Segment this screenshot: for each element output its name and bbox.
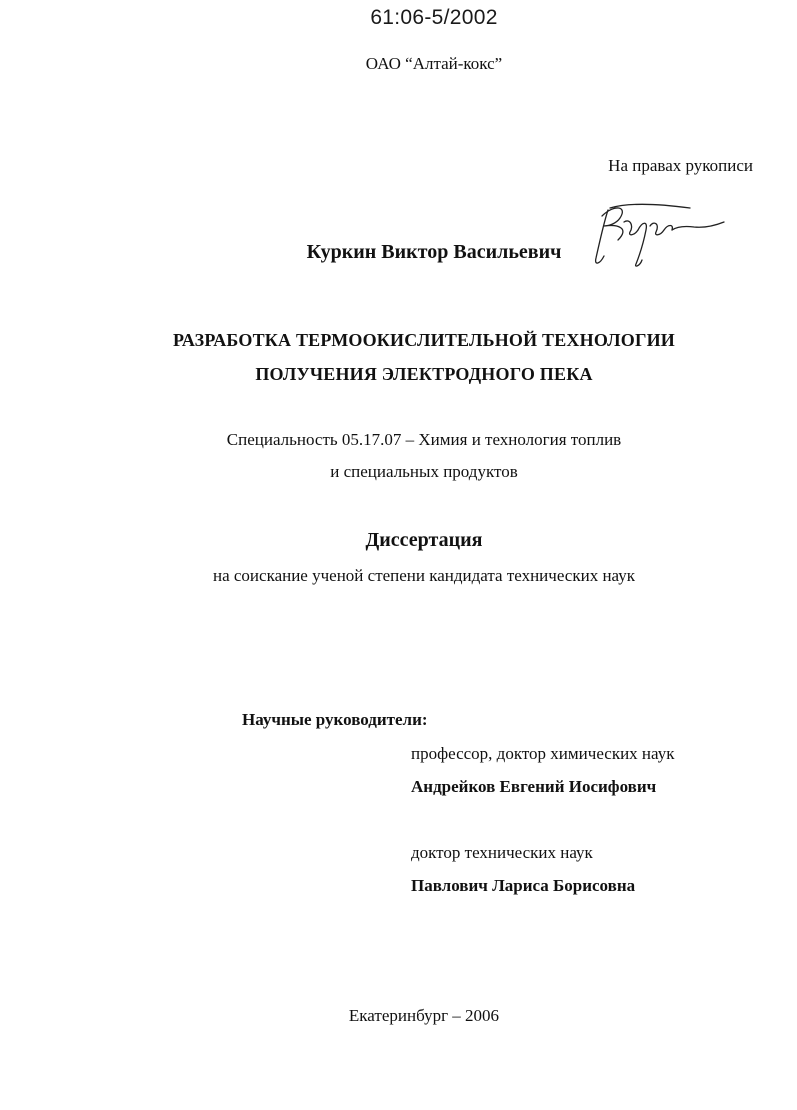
supervisors-heading: Научные руководители: [242,710,428,729]
dissertation-title-line-1: РАЗРАБОТКА ТЕРМООКИСЛИТЕЛЬНОЙ ТЕХНОЛОГИИ [172,330,675,350]
supervisor-2-title: доктор технических наук [411,843,593,862]
archive-stamp: 61:06-5/2002 [370,6,498,29]
supervisor-1-name: Андрейков Евгений Иосифович [411,777,657,796]
specialty-line-2: и специальных продуктов [330,462,518,481]
organization: ОАО “Алтай-кокс” [365,54,503,73]
supervisor-2-name: Павлович Лариса Борисовна [411,876,636,895]
supervisor-1-title: профессор, доктор химических наук [411,744,675,763]
document-type: Диссертация [365,529,483,551]
rights-note: На правах рукописи [608,156,753,175]
degree-statement: на соискание ученой степени кандидата технических наук [212,566,635,585]
place-and-year: Екатеринбург – 2006 [348,1006,500,1025]
dissertation-title-line-2: ПОЛУЧЕНИЯ ЭЛЕКТРОДНОГО ПЕКА [255,364,593,384]
specialty-line-1: Специальность 05.17.07 – Химия и технология топлив [226,430,622,449]
author-name: Куркин Виктор Васильевич [306,241,562,263]
